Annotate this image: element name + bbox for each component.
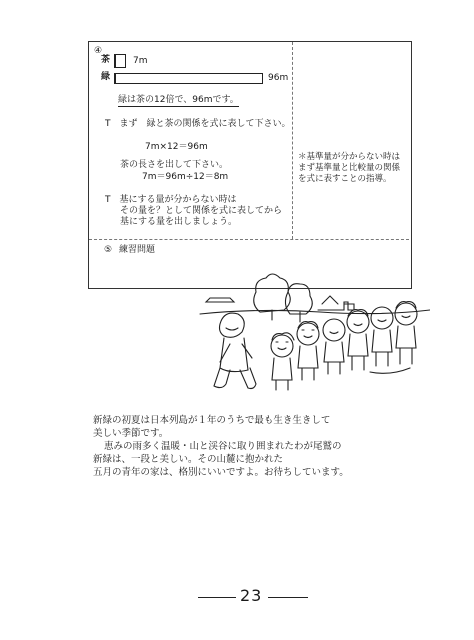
page-number-rule-right	[268, 597, 308, 598]
caption-line3: 恵みの雨多く温暖・山と渓谷に取り囲まれたわが尾鷲の	[104, 441, 342, 452]
section-divider	[89, 239, 409, 240]
caption-line2: 美しい季節です。	[93, 428, 169, 439]
equation-2: 7m＝96m÷12＝8m	[142, 172, 229, 182]
column-divider	[292, 42, 293, 239]
green-bar	[114, 73, 263, 84]
side-note-line1: ＊基準量が分からない時は	[298, 152, 401, 162]
find-length-prompt: 茶の長さを出して下さい。	[120, 160, 229, 170]
page-number: 23	[240, 586, 263, 605]
tea-length: 7m	[133, 56, 148, 66]
caption-line5: 五月の青年の家は、格別にいいですよ。お待ちしています。	[93, 467, 349, 478]
problem-statement: 緑は茶の12倍で、96mです。	[118, 95, 239, 105]
green-label: 緑	[101, 72, 111, 82]
equation-1: 7m×12＝96m	[145, 142, 208, 152]
caption-line4: 新緑は、一段と美しい。その山麓に抱かれた	[93, 454, 284, 465]
practice-label: 練習問題	[118, 245, 155, 255]
side-note-line3: を式に表すことの指導。	[298, 174, 392, 184]
teacher-instruction-2-line3: 基にする量を出しましょう。	[120, 217, 238, 227]
tea-label: 茶	[101, 55, 111, 65]
side-note-line2: まず基準量と比較量の関係	[298, 163, 401, 173]
green-length: 96m	[268, 73, 289, 83]
section-number: ④	[94, 46, 103, 56]
teacher-instruction-2-line1: T 基にする量が分からない時は	[105, 195, 237, 205]
children-illustration	[190, 262, 430, 412]
tea-bar	[114, 54, 126, 68]
teacher-instruction-1: T まず 緑と茶の関係を式に表して下さい。	[105, 119, 291, 129]
caption-line1: 新緑の初夏は日本列島が１年のうちで最も生き生きして	[93, 415, 331, 426]
teacher-instruction-2-line2: その量を？として関係を式に表してから	[120, 206, 283, 216]
page-number-rule-left	[198, 597, 236, 598]
practice-number: ⑤	[104, 245, 113, 255]
